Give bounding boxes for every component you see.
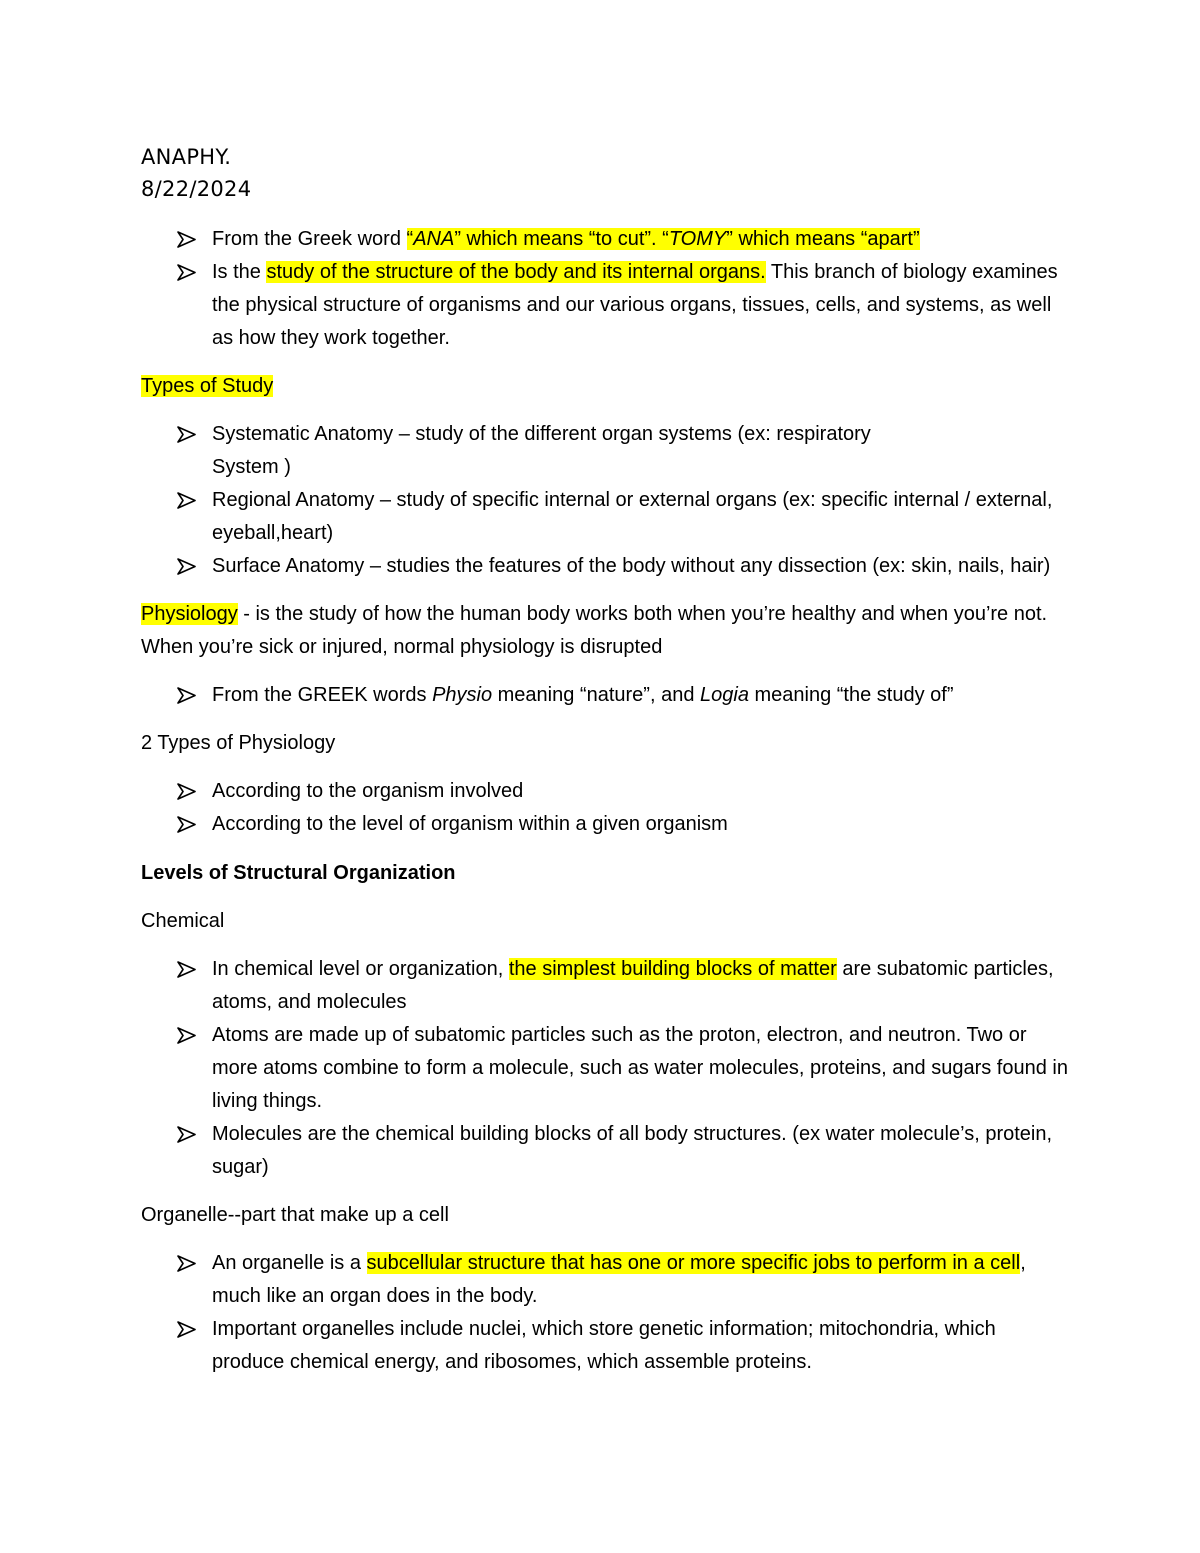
list-item: [141, 418, 1071, 484]
physiology-definition: - is the study of how the human body works both when you’re healthy and when you’re not. When you’re sick or injured, normal physiology is disrupted: [141, 603, 1048, 658]
list-item: [141, 808, 1071, 841]
highlighted-text: [407, 228, 920, 250]
list-item-text: meaning “the study of”: [748, 684, 954, 706]
physiology-paragraph: [141, 598, 1071, 664]
list-item: [141, 1313, 1071, 1379]
list-item-text: According to the organism involved: [212, 780, 524, 802]
arrow-bullet-icon: [177, 687, 196, 704]
list-item-text: Is the: [212, 261, 267, 283]
arrow-bullet-icon: [177, 558, 196, 575]
levels-heading: Levels of Structural Organization: [141, 862, 456, 884]
list-item-text: This branch of biology examines the physical structure of organisms and our various organs, tissues, cells, and systems, as well as how they work together.: [212, 261, 1058, 349]
types-of-physiology-heading: 2 Types of Physiology: [141, 732, 336, 754]
tomy-term: TOMY: [668, 228, 727, 250]
types-of-physiology-list: [141, 775, 1071, 841]
arrow-bullet-icon: [177, 1027, 196, 1044]
document-body: [141, 141, 1071, 1379]
highlighted-text-part: ” which means “apart”: [726, 228, 920, 250]
list-item: [141, 550, 1071, 583]
arrow-bullet-icon: [177, 426, 196, 443]
arrow-bullet-icon: [177, 1321, 196, 1338]
list-item: [141, 1118, 1071, 1184]
list-item: [141, 256, 1071, 355]
chemical-list: [141, 953, 1071, 1184]
document-title: ANAPHY.: [141, 145, 232, 169]
list-item-text: System ): [212, 456, 291, 478]
list-item-text: Regional Anatomy – study of specific internal or external organs (ex: specific internal / external, eyeball,heart): [212, 489, 1053, 544]
list-item: [141, 484, 1071, 550]
highlighted-text-part: ” which means “to cut”. “: [454, 228, 669, 250]
list-item-text: In chemical level or organization,: [212, 958, 509, 980]
highlighted-text: subcellular structure that has one or more specific jobs to perform in a cell: [366, 1252, 1021, 1274]
list-item-text: Surface Anatomy – studies the features of the body without any dissection (ex: skin, nails, hair): [212, 555, 1051, 577]
list-item: [141, 1247, 1071, 1313]
organelle-heading: Organelle--part that make up a cell: [141, 1204, 449, 1226]
arrow-bullet-icon: [177, 264, 196, 281]
list-item-text: Atoms are made up of subatomic particles such as the proton, electron, and neutron. Two or more atoms combine to form a molecule, such as water molecules, proteins, and sugars found in living things.: [212, 1024, 1068, 1112]
anatomy-intro-list: [141, 223, 1071, 355]
types-of-study-list: [141, 418, 1071, 583]
list-item-text: An organelle is a: [212, 1252, 367, 1274]
highlighted-text: Physiology: [141, 603, 238, 625]
chemical-heading: Chemical: [141, 910, 225, 932]
arrow-bullet-icon: [177, 816, 196, 833]
physiology-origin-list: [141, 679, 1071, 712]
list-item: [141, 953, 1071, 1019]
list-item-text: According to the level of organism within a given organism: [212, 813, 728, 835]
highlighted-text: Types of Study: [141, 375, 274, 397]
list-item: [141, 223, 1071, 256]
highlighted-text: study of the structure of the body and its internal organs.: [266, 261, 766, 283]
list-item: [141, 1019, 1071, 1118]
ana-term: ANA: [413, 228, 455, 250]
list-item-text: , much like an organ does in the body.: [212, 1252, 1026, 1307]
arrow-bullet-icon: [177, 1255, 196, 1272]
quote-mark: “: [406, 228, 414, 250]
logia-term: Logia: [700, 684, 749, 706]
list-item-text: Important organelles include nuclei, which store genetic information; mitochondria, which produce chemical energy, and ribosomes, which assemble proteins.: [212, 1318, 996, 1373]
arrow-bullet-icon: [177, 1126, 196, 1143]
arrow-bullet-icon: [177, 783, 196, 800]
list-item-text: From the GREEK words: [212, 684, 433, 706]
organelle-list: [141, 1247, 1071, 1379]
list-item-text: meaning “nature”, and: [492, 684, 700, 706]
list-item: [141, 775, 1071, 808]
arrow-bullet-icon: [177, 492, 196, 509]
document-date: 8/22/2024: [141, 177, 252, 201]
arrow-bullet-icon: [177, 231, 196, 248]
list-item: [141, 679, 1071, 712]
types-of-study-heading: [141, 370, 1071, 403]
greek-origin-text: From the Greek word: [212, 228, 407, 250]
list-item-text: Systematic Anatomy – study of the different organ systems (ex: respiratory: [212, 423, 871, 445]
physio-term: Physio: [432, 684, 493, 706]
list-item-text: are subatomic particles, atoms, and molecules: [212, 958, 1054, 1013]
list-item-text: Molecules are the chemical building blocks of all body structures. (ex water molecule’s, protein, sugar): [212, 1123, 1053, 1178]
highlighted-text: the simplest building blocks of matter: [508, 958, 837, 980]
arrow-bullet-icon: [177, 961, 196, 978]
